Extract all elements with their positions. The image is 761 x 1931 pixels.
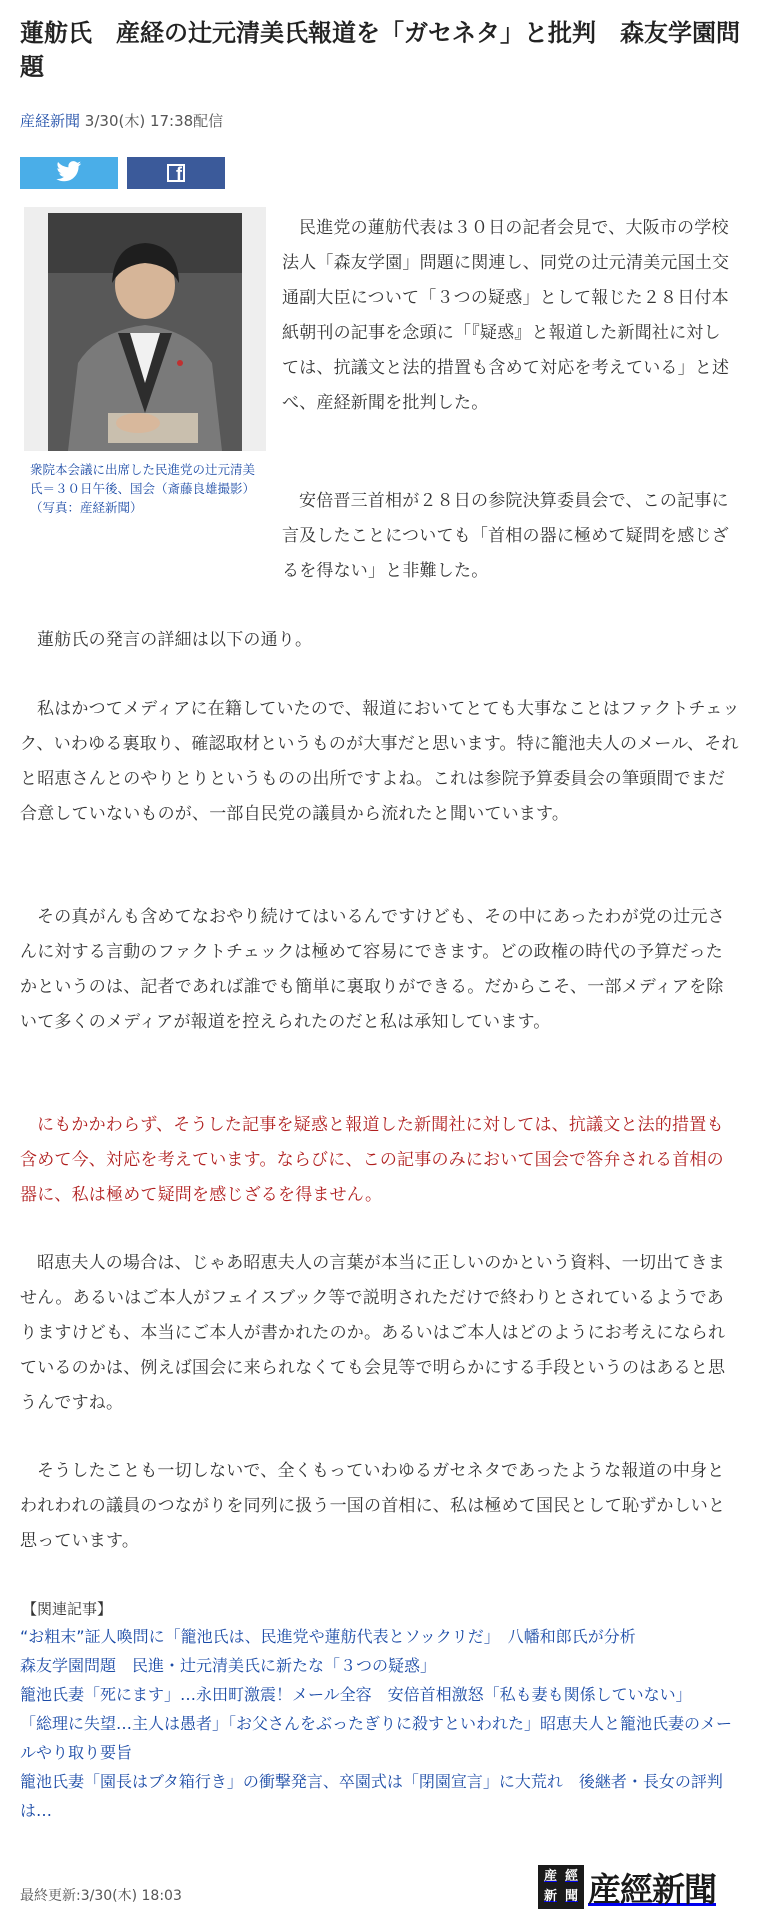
body-paragraph-4: 私はかつてメディアに在籍していたので、報道においてとても大事なことはファクトチェック、いわゆる裏取り、確認取材というものが大事だと思います。特に籠池夫人のメール、それと昭恵さんとのやりとりというものの出所ですよね。これは参院予算委員会の筆頭間でまだ合意していないものが、一部自民党の議員から流れたと聞いています。 <box>20 699 740 824</box>
seal-char: 新 <box>543 1889 557 1904</box>
sankei-seal-icon <box>538 1865 584 1909</box>
seal-char: 産 <box>543 1869 557 1884</box>
seal-char: 聞 <box>564 1889 578 1904</box>
photo-caption: 衆院本会議に出席した民進党の辻元清美氏＝３０日午後、国会（斎藤良雄撮影）（写真：産経新聞） <box>30 462 256 515</box>
related-article-link[interactable]: 森友学園問題 民進・辻元清美氏に新たな「３つの疑惑」 <box>20 1656 437 1675</box>
article-photo-frame <box>24 207 266 451</box>
body-paragraph-6-emphasis: にもかかわらず、そうした記事を疑惑と報道した新聞社に対しては、抗議文と法的措置も含めて今、対応を考えています。ならびに、この記事のみにおいて国会で答弁される首相の器に、私は極めて疑問を感じざるを得ません。 <box>20 1115 724 1205</box>
facebook-f-icon: f <box>167 164 185 182</box>
body-paragraph-5: その真がんも含めてなおやり続けてはいるんですけども、その中にあったわが党の辻元さんに対する言動のファクトチェックは極めて容易にできます。どの政権の時代の予算だったかというのは、記者であれば誰でも簡単に裏取りができる。だからこそ、一部メディアを除いて多くのメディアが報道を控えられたのだと私は承知しています。 <box>20 907 725 1032</box>
article-title: 蓮舫氏 産経の辻元清美氏報道を「ガセネタ」と批判 森友学園問題 <box>20 19 740 81</box>
byline <box>20 110 223 131</box>
related-article-link[interactable]: 籠池氏妻「園長はブタ箱行き」の衝撃発言、卒園式は「閉園宣言」に大荒れ 後継者・長女の評判は… <box>20 1772 723 1820</box>
twitter-share-button[interactable] <box>20 157 118 189</box>
related-article-link[interactable]: “お粗末”証人喚問に「籠池氏は、民進党や蓮舫代表とソックリだ」 八幡和郎氏が分析 <box>20 1627 636 1646</box>
publish-date: 3/30(木) 17:38配信 <box>84 112 224 130</box>
last-updated: 最終更新:3/30(木) 18:03 <box>20 1888 182 1904</box>
article-photo[interactable] <box>48 213 242 451</box>
sankei-logo-text: 産經新聞 <box>588 1869 716 1909</box>
related-articles-list <box>20 1622 745 1825</box>
source-link[interactable]: 産経新聞 <box>20 112 81 130</box>
body-paragraph-2 <box>20 484 740 589</box>
body-paragraph-7: 昭恵夫人の場合は、じゃあ昭恵夫人の言葉が本当に正しいのかという資料、一切出てきません。あるいはご本人がフェイスブック等で説明されただけで終わりとされているようでありますけども、本当にご本人が書かれたのか。あるいはご本人はどのようにお考えになられているのかは、例えば国会に来られなくても会見等で明らかにする手段というのはあると思うんですね。 <box>20 1253 726 1413</box>
body-paragraph-8: そうしたことも一切しないで、全くもっていわゆるガセネタであったような報道の中身とわれわれの議員のつながりを同列に扱う一国の首相に、私は極めて国民として恥ずかしいと思っています。 <box>20 1461 726 1551</box>
body-paragraph-3: 蓮舫氏の発言の詳細は以下の通り。 <box>37 630 313 650</box>
body-paragraph-1: 民進党の蓮舫代表は３０日の記者会見で、大阪市の学校法人「森友学園」問題に関連し、同党の辻元清美元国土交通副大臣について「３つの疑惑」として報じた２８日付本紙朝刊の記事を念頭に「『疑惑』と報道した新聞社に対しては、抗議文と法的措置も含めて対応を考えている」と述べ、産経新聞を批判した。 <box>282 218 730 413</box>
twitter-bird-icon <box>56 161 82 186</box>
body-paragraph-2-text: 安倍晋三首相が２８日の参院決算委員会で、この記事に言及したことについても「首相の器に極めて疑問を感じざるを得ない」と非難した。 <box>282 491 729 581</box>
related-articles-heading: 【関連記事】 <box>22 1600 113 1618</box>
seal-char: 經 <box>564 1869 578 1884</box>
facebook-share-button[interactable] <box>127 157 225 189</box>
sankei-logo[interactable] <box>538 1860 743 1914</box>
related-article-link[interactable]: 籠池氏妻「死にます」…永田町激震！メール全容 安倍首相激怒「私も妻も関係していない」 <box>20 1685 692 1704</box>
related-article-link[interactable]: 「総理に失望…主人は愚者」「お父さんをぶったぎりに殺すといわれた」昭恵夫人と籠池氏妻のメールやり取り要旨 <box>20 1714 733 1762</box>
